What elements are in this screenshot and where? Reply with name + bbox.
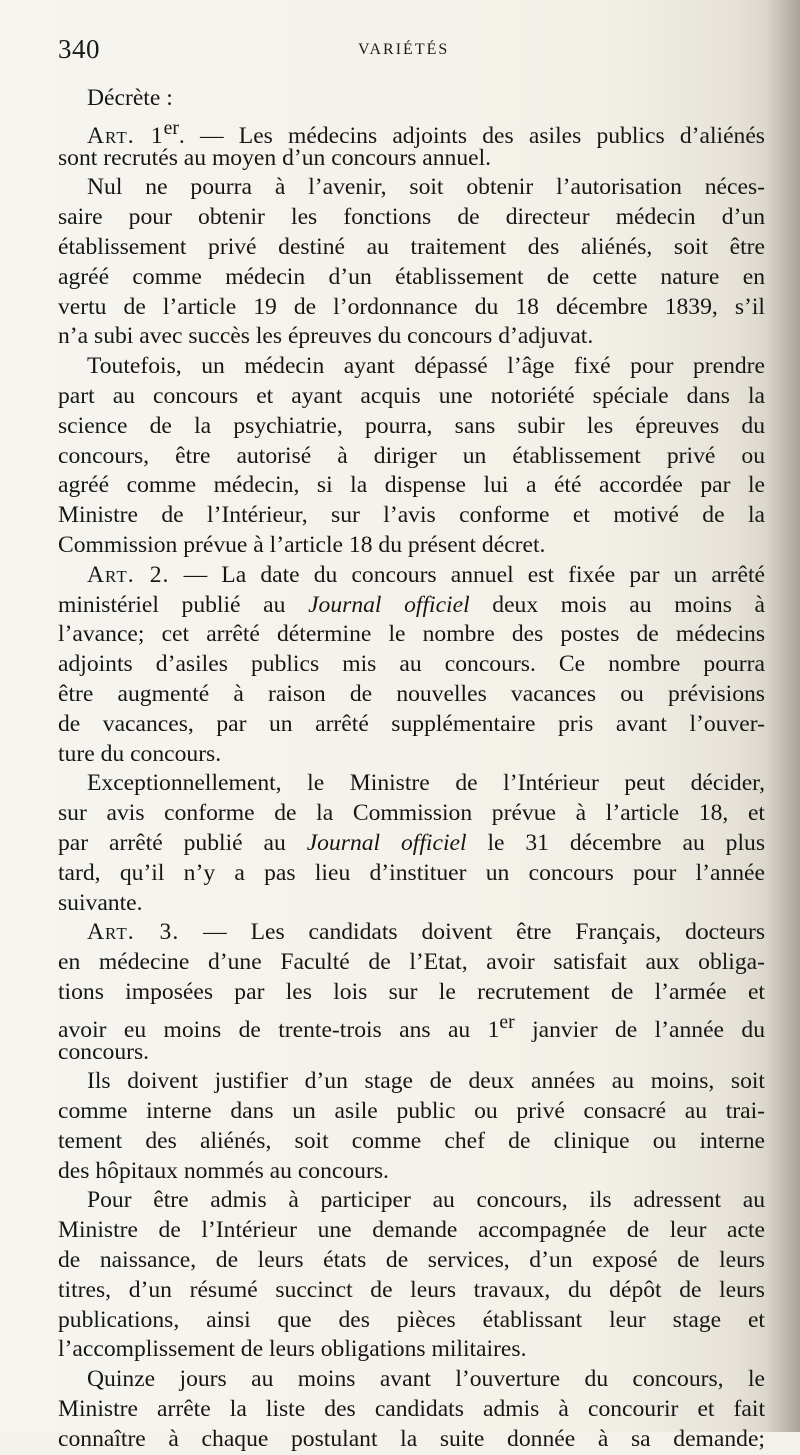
text-segment: avoir eu moins de trente-trois ans au 1 (58, 1016, 500, 1043)
text-line: Ministre arrête la liste des candidats admis à concourir et fait (58, 1396, 765, 1423)
text-line: science de la psychiatrie, pourra, sans subir les épreuves du (58, 412, 765, 439)
text-line: part au concours et ayant acquis une notoriété spéciale dans la (58, 382, 765, 409)
page-number: 340 (58, 34, 100, 64)
article-text: — La date du concours annuel est fixée par un arrêté (169, 561, 766, 588)
text-line: Quinze jours au moins avant l’ouverture du concours, le (87, 1366, 765, 1393)
text-line: suivante. (58, 889, 143, 916)
text-line: agréé comme médecin, si la dispense lui a été accordée par le (58, 472, 765, 499)
article-label: Art. 2. (87, 561, 170, 588)
text-line: concours, être autorisé à diriger un établissement privé ou (58, 442, 765, 469)
text-line: concours. (58, 1038, 150, 1065)
body-text (58, 84, 765, 1455)
text-segment: deux mois au moins à (469, 591, 766, 618)
article-heading-line (58, 561, 765, 591)
text-line: publications, ainsi que des pièces établissant leur stage et (58, 1306, 765, 1333)
text-line: vertu de l’article 19 de l’ordonnance du 18 décembre 1839, s’il (58, 293, 765, 320)
text-line: saire pour obtenir les fonctions de directeur médecin d’un (58, 204, 765, 231)
text-line (58, 591, 765, 621)
text-line: Ministre de l’Intérieur, sur l’avis conforme et motivé de la (58, 502, 765, 529)
journal-title: Journal officiel (306, 829, 467, 856)
text-segment: le 31 décembre au plus (466, 829, 765, 856)
text-line: tard, qu’il n’y a pas lieu d’instituer un concours pour l’année (58, 859, 765, 886)
text-line: Pour être admis à participer au concours, ils adressent au (87, 1187, 765, 1214)
text-line: Toutefois, un médecin ayant dépassé l’âge fixé pour prendre (87, 353, 765, 380)
page-header (58, 34, 758, 74)
article-text: — Les candidats doivent être Français, docteurs (179, 919, 765, 946)
text-line: en médecine d’une Faculté de l’Etat, avoir satisfait aux obliga- (58, 949, 765, 976)
text-line: comme interne dans un asile public ou privé consacré au trai- (58, 1098, 765, 1125)
article-heading-line (58, 918, 765, 948)
text-line: Nul ne pourra à l’avenir, soit obtenir l’autorisation néces- (87, 174, 765, 201)
text-line: l’avance; cet arrêté détermine le nombre des postes de médecins (58, 621, 765, 648)
text-line: sur avis conforme de la Commission prévue à l’article 18, et (58, 800, 765, 827)
running-title: VARIÉTÉS (358, 41, 450, 58)
article-text: . — Les médecins adjoints des asiles publics d’aliénés (178, 122, 765, 149)
text-line: de vacances, par un arrêté supplémentaire pris avant l’ouver- (58, 710, 765, 737)
text-segment: par arrêté publié au (58, 829, 307, 856)
text-line: Ministre de l’Intérieur une demande accompagnée de leur acte (58, 1217, 765, 1244)
text-line: des hôpitaux nommés au concours. (58, 1157, 389, 1184)
text-line (58, 1008, 766, 1043)
text-line: adjoints d’asiles publics mis au concours. Ce nombre pourra (58, 651, 765, 678)
text-line: Décrète : (87, 85, 173, 111)
page-edge-shadow (766, 0, 800, 1432)
article-label: Art. 1 (87, 122, 164, 149)
text-line: l’accomplissement de leurs obligations militaires. (58, 1336, 527, 1363)
text-segment: janvier de l’année du (514, 1016, 766, 1043)
text-line: connaître à chaque postulant la suite donnée à sa demande; (58, 1425, 765, 1452)
article-heading-line (58, 114, 765, 149)
text-segment: ministériel publié au (58, 591, 309, 618)
article-label: Art. 3. (87, 919, 180, 946)
text-line: titres, d’un résumé succinct de leurs travaux, du dépôt de leurs (58, 1276, 765, 1303)
text-line: Ils doivent justifier d’un stage de deux années au moins, soit (87, 1068, 765, 1095)
text-line: sont recrutés au moyen d’un concours annuel. (58, 144, 492, 171)
superscript: er (499, 1010, 515, 1033)
text-line: agréé comme médecin d’un établissement de cette nature en (58, 263, 765, 290)
text-line: tions imposées par les lois sur le recrutement de l’armée et (58, 978, 765, 1005)
text-line: n’a subi avec succès les épreuves du concours d’adjuvat. (58, 323, 594, 350)
text-line (58, 829, 765, 859)
text-line: tement des aliénés, soit comme chef de clinique ou interne (58, 1127, 765, 1154)
text-line: être augmenté à raison de nouvelles vacances ou prévisions (58, 680, 765, 707)
text-line: de naissance, de leurs états de services, d’un exposé de leurs (58, 1247, 765, 1274)
journal-title: Journal officiel (308, 591, 470, 618)
text-line: établissement privé destiné au traitement des aliénés, soit être (58, 233, 765, 260)
superscript: er (163, 116, 179, 139)
text-line: Exceptionnellement, le Ministre de l’Intérieur peut décider, (87, 770, 765, 797)
text-line: ture du concours. (58, 740, 222, 767)
text-line: Commission prévue à l’article 18 du présent décret. (58, 531, 546, 558)
